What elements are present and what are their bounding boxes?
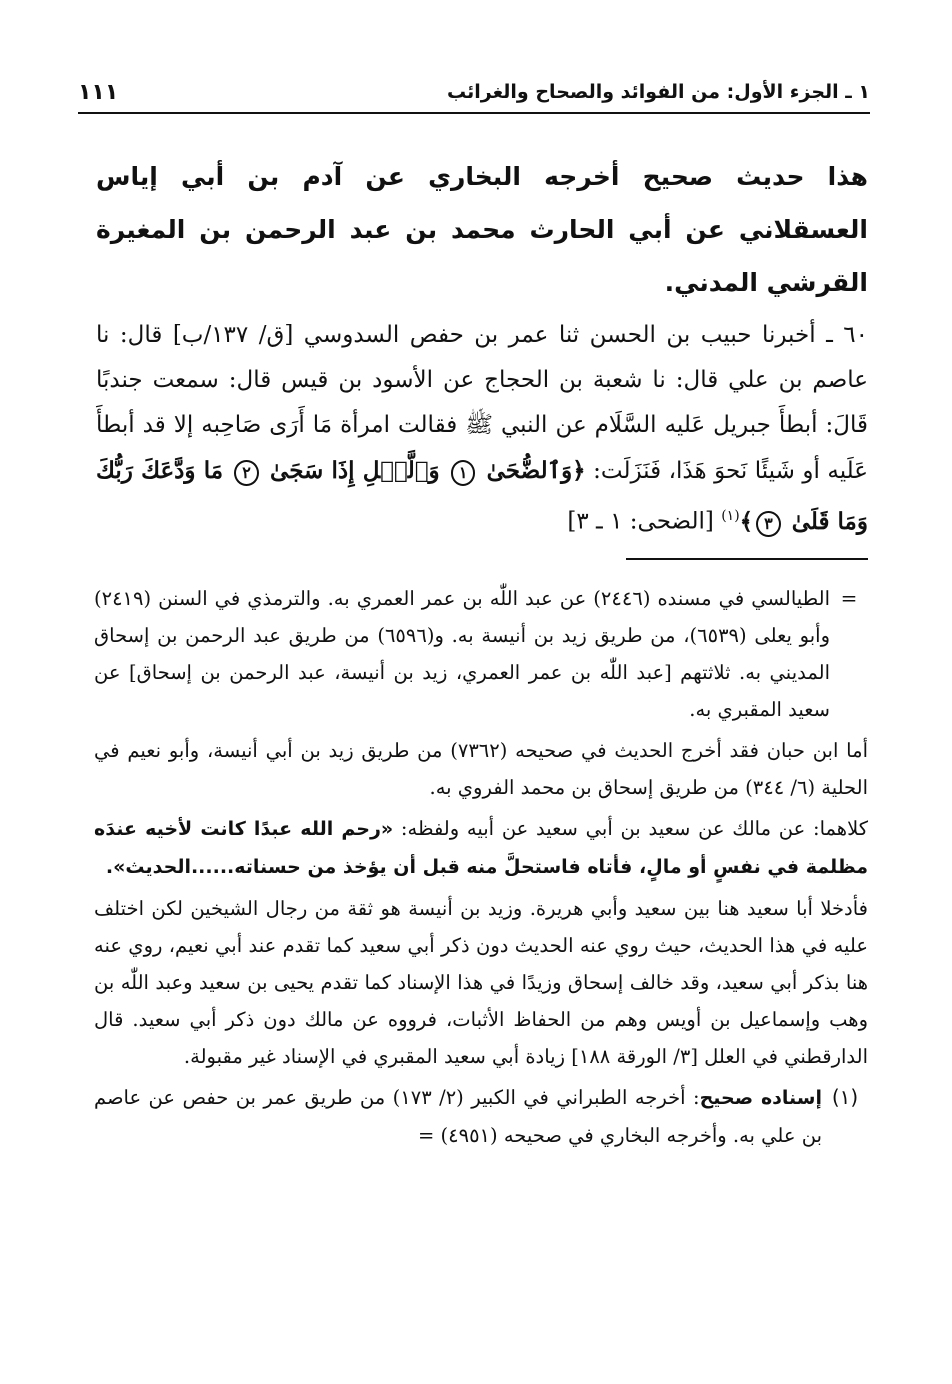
footnote-1-label: إسناده صحيح bbox=[699, 1087, 822, 1109]
footnote-1-body: : أخرجه الطبراني في الكبير (٢/ ١٧٣) من طريق عمر بن حفص عن عاصم بن علي به. وأخرجه البخاري في صحيحه (٤٩٥١) = bbox=[94, 1086, 822, 1147]
continued-note bbox=[94, 580, 868, 732]
quran-verse-2: وَٱلَّيۡلِ إِذَا سَجَىٰ bbox=[270, 457, 440, 484]
note-paragraph-4: فأدخلا أبا سعيد هنا بين سعيد وأبي هريرة. وزيد بن أنيسة هو ثقة من رجال الشيخين لكن اختلف عليه في هذا الحديث، حيث روي عنه الحديث دون ذكر أبي سعيد كما تقدم عند أبي نعيم، روي عنه هنا بذكر أبي سعيد، وقد خالف إسحاق وزيدًا في هذا الإسناد كما تقدم يحيى بن سعيد وعبد اللّٰه بن وهب وإسماعيل بن أويس وهم من الحفاظ الأثبات، فرووه عن مالك دون ذكر أبي سعيد. قال الدارقطني في العلل [٣/ الورقة ١٨٨] زيادة أبي سعيد المقبري في الإسناد غير مقبولة. bbox=[94, 897, 868, 1068]
main-text bbox=[96, 150, 868, 545]
hadith-narration: ٦٠ ـ أخبرنا حبيب بن الحسن ثنا عمر بن حفص السدوسي [ق/ ١٣٧/ب] قال: نا عاصم بن علي قال: نا شعبة بن الحجاج عن الأسود بن قيس قال: سمعت جندبًا قَالَ: أبطأَ جبريل عَليه السَّلَام عن النبي ﷺ فقالت امرأة مَا أَرَى صَاحِبه إلا قد أبطأَ عَلَيه أو شَيئًا نَحوَ هَذَا، فَنَزَلَت: bbox=[96, 322, 869, 484]
running-header bbox=[78, 72, 870, 114]
header-title: ١ ـ الجزء الأول: من الفوائد والصحاح والغرائب bbox=[446, 81, 870, 103]
ayah-number-2: ٢ bbox=[234, 460, 259, 486]
note-3-text: كلاهما: عن مالك عن سعيد بن أبي سعيد عن أبيه ولفظه: bbox=[393, 817, 868, 840]
quran-close: ﴾ bbox=[739, 507, 754, 535]
footnotes bbox=[94, 580, 868, 1158]
ayah-number-3: ٣ bbox=[756, 511, 781, 537]
note-paragraph-2: أما ابن حبان فقد أخرج الحديث في صحيحه (٧٣٦٢) من طريق زيد بن أبي أنيسة، وأبو نعيم في الحلية (٦/ ٣٤٤) من طريق إسحاق بن محمد الفروي به. bbox=[94, 739, 868, 799]
footnote-marker: (١) bbox=[831, 1085, 859, 1109]
quran-open: ﴿وَٱلضُّحَىٰ bbox=[486, 457, 586, 484]
hadith-grading-paragraph: هذا حديث صحيح أخرجه البخاري عن آدم بن أبي إياس العسقلاني عن أبي الحارث محمد بن عبد الرحمن بن المغيرة القرشي المدني. bbox=[96, 162, 868, 297]
footnote-1-text bbox=[94, 1079, 822, 1154]
continuation-mark: = bbox=[840, 586, 858, 610]
quran-verse-3: مَا وَدَّعَكَ رَبُّكَ وَمَا قَلَىٰ bbox=[96, 457, 868, 535]
footnote-reference: (١) bbox=[721, 508, 740, 524]
surah-reference: [الضحى: ١ ـ ٣] bbox=[567, 508, 722, 535]
footnote-1 bbox=[94, 1079, 868, 1158]
footnote-separator bbox=[626, 558, 868, 560]
note-paragraph-3 bbox=[94, 810, 868, 886]
hadith-60-paragraph bbox=[96, 313, 868, 545]
page-number: ١١١ bbox=[78, 79, 119, 105]
ayah-number-1: ١ bbox=[451, 460, 476, 486]
note-3-quote: «رحم الله عبدًا كانت لأخيه عندَه مظلمة في نفسٍ أو مالٍ، فأتاه فاستحلَّ منه قبل أن يؤخذ من حسناته......الحديث». bbox=[94, 818, 868, 878]
note-paragraph-1: الطيالسي في مسنده (٢٤٤٦) عن عبد اللّٰه بن عمر العمري به. والترمذي في السنن (٢٤١٩) وأبو يعلى (٦٥٣٩)، من طريق زيد بن أنيسة به. و(٦٥٩٦) من طريق عبد الرحمن بن إسحاق المديني به. ثلاثتهم [عبد اللّٰه بن عمر العمري، زيد بن أنيسة، عبد الرحمن بن إسحاق] عن سعيد المقبري به. bbox=[94, 587, 831, 721]
